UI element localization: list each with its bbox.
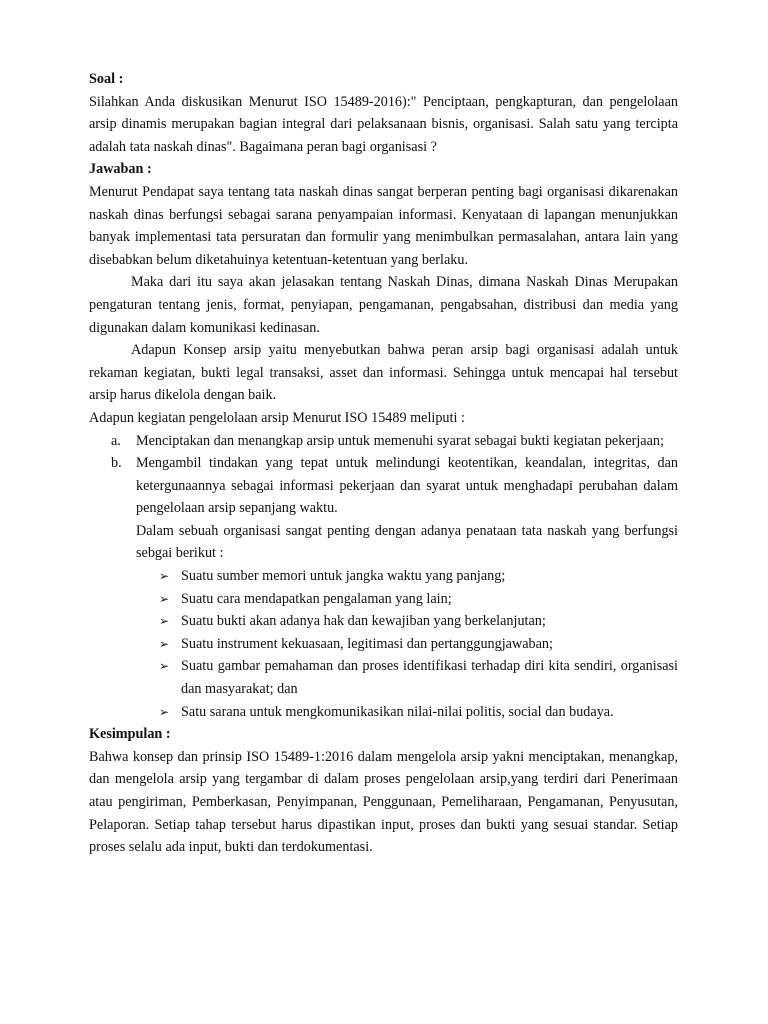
- bullet-item: [89, 588, 678, 611]
- activity-text-a: Menciptakan dan menangkap arsip untuk memenuhi syarat sebagai bukti kegiatan pekerjaan;: [136, 432, 664, 449]
- list-marker-b: b.: [111, 455, 122, 472]
- soal-text: Silahkan Anda diskusikan Menurut ISO 15489-2016):" Penciptaan, pengkapturan, dan pengelolaan arsip dinamis merupakan bagian integral dari pelaksanaan bisnis, organisasi. Salah satu yang tercipta adalah tata naskah dinas". Bagaimana peran bagi organisasi ?: [89, 93, 678, 155]
- arrowhead-bullet-icon: ➢: [159, 659, 170, 674]
- jawaban-paragraph-2: Maka dari itu saya akan jelasakan tentang Naskah Dinas, dimana Naskah Dinas Merupakan pengaturan tentang jenis, format, penyiapan, pengamanan, pengabsahan, distribusi dan media yang digunakan dalam komunikasi kedinasan.: [89, 274, 678, 336]
- arrowhead-bullet-icon: ➢: [159, 636, 170, 651]
- document-page: [89, 68, 678, 859]
- jawaban-paragraph-1: Menurut Pendapat saya tentang tata naskah dinas sangat berperan penting bagi organisasi dikarenakan naskah dinas berfungsi sebagai sarana penyampaian informasi. Kenyataan di lapangan menunjukkan banyak implementasi tata persuratan dan formulir yang menimbulkan permasalahan, antara lain yang disebabkan belum diketahuinya ketentuan-ketentuan yang berlaku.: [89, 183, 678, 268]
- bullet-text: Suatu gambar pemahaman dan proses identifikasi terhadap diri kita sendiri, organisasi dan masyarakat; dan: [181, 658, 678, 698]
- bullet-item: [89, 633, 678, 656]
- function-bullet-list: [89, 565, 678, 723]
- bullet-item: [89, 701, 678, 724]
- bullet-text: Suatu cara mendapatkan pengalaman yang lain;: [181, 590, 452, 607]
- activity-list-item-a: [89, 430, 678, 453]
- activity-text-b: Mengambil tindakan yang tepat untuk melindungi keotentikan, keandalan, integritas, dan ketergunaannya sebagai informasi pekerjaan dan syarat untuk menghadapi perubahan dalam pengelolaan arsip sepanjang waktu.: [136, 455, 678, 517]
- list-marker-a: a.: [111, 432, 121, 449]
- bullet-item: [89, 655, 678, 700]
- bullet-item: [89, 565, 678, 588]
- jawaban-paragraph-3: Adapun Konsep arsip yaitu menyebutkan bahwa peran arsip bagi organisasi adalah untuk rekaman kegiatan, bukti legal transaksi, asset dan informasi. Sehingga untuk mencapai hal tersebut arsip harus dikelola dengan baik.: [89, 342, 678, 404]
- bullet-text: Suatu instrument kekuasaan, legitimasi dan pertanggungjawaban;: [181, 635, 553, 652]
- jawaban-paragraph-4: Adapun kegiatan pengelolaan arsip Menurut ISO 15489 meliputi :: [89, 409, 465, 426]
- bullet-text: Satu sarana untuk mengkomunikasikan nilai-nilai politis, social dan budaya.: [181, 703, 614, 720]
- bullet-text: Suatu bukti akan adanya hak dan kewajiban yang berkelanjutan;: [181, 613, 546, 630]
- activity-list: [89, 430, 678, 520]
- organization-paragraph: Dalam sebuah organisasi sangat penting dengan adanya penataan tata naskah yang berfungsi sebgai berikut :: [136, 522, 678, 562]
- bullet-item: [89, 610, 678, 633]
- kesimpulan-heading: Kesimpulan :: [89, 726, 171, 743]
- jawaban-heading: Jawaban :: [89, 161, 152, 178]
- activity-list-item-b: [89, 452, 678, 520]
- arrowhead-bullet-icon: ➢: [159, 614, 170, 629]
- bullet-text: Suatu sumber memori untuk jangka waktu yang panjang;: [181, 568, 506, 585]
- arrowhead-bullet-icon: ➢: [159, 704, 170, 719]
- arrowhead-bullet-icon: ➢: [159, 569, 170, 584]
- arrowhead-bullet-icon: ➢: [159, 591, 170, 606]
- kesimpulan-text: Bahwa konsep dan prinsip ISO 15489-1:2016 dalam mengelola arsip yakni menciptakan, menangkap, dan mengelola arsip yang tergambar di dalam proses pengelolaan arsip,yang terdiri dari Penerimaan atau pengiriman, Pemberkasan, Penyimpanan, Penggunaan, Pemeliharaan, Pengamanan, Penyusutan, Pelaporan. Setiap tahap tersebut harus dipastikan input, proses dan bukti yang sesuai standar. Setiap proses selalu ada input, bukti dan terdokumentasi.: [89, 748, 678, 856]
- soal-heading: Soal :: [89, 71, 124, 87]
